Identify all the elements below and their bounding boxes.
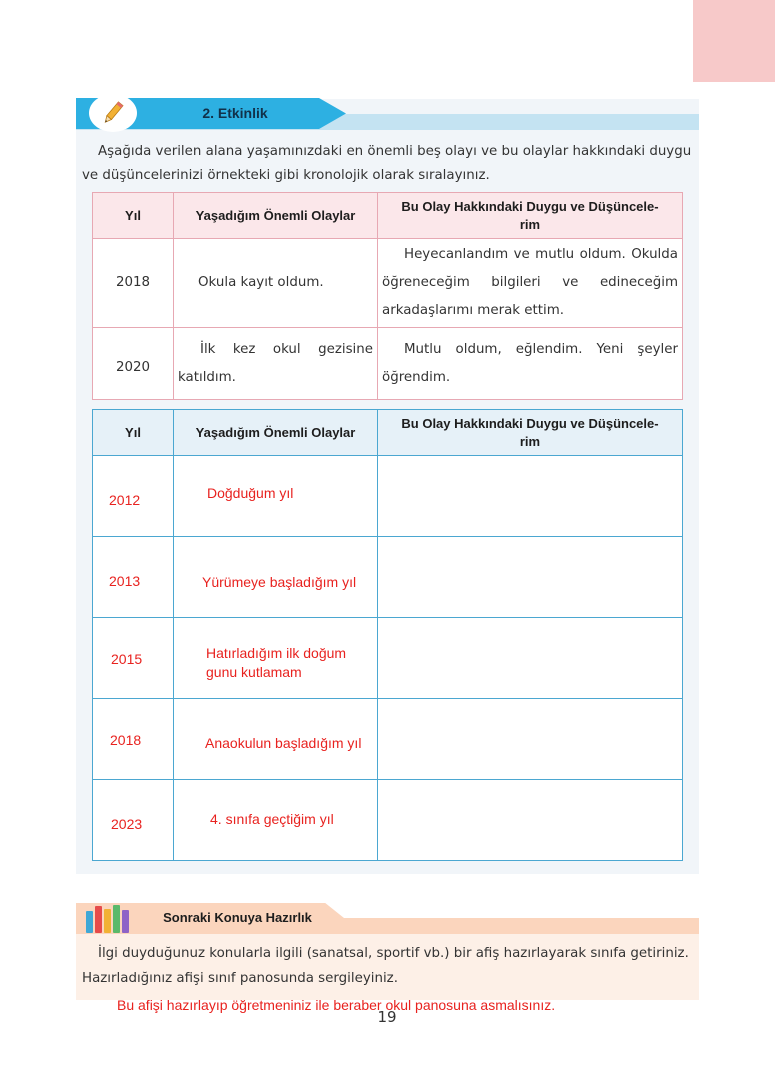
answer-row-3-feeling[interactable] [378, 618, 683, 699]
answer-header-year: Yıl [93, 410, 174, 456]
example-table [92, 192, 683, 400]
answer-row-2-event-cell[interactable] [174, 537, 378, 618]
answer-row-2-year-cell[interactable] [93, 537, 174, 618]
example-row-2-event [174, 328, 378, 400]
example-row-1-feeling-text: Heyecanlandım ve mutlu oldum. Okulda öğreneceğim bilgileri ve edineceğim arkadaşlarımı merak ettim. [382, 247, 678, 318]
answer-row-1-feeling[interactable] [378, 456, 683, 537]
answer-row-5-event: 4. sınıfa geçtiğim yıl [210, 811, 334, 827]
example-row-1-year: 2018 [93, 239, 174, 328]
example-row-2-year: 2020 [93, 328, 174, 400]
answer-row-5-feeling[interactable] [378, 780, 683, 861]
next-topic-title: Sonraki Konuya Hazırlık [163, 910, 312, 925]
answer-row-4-event: Anaokulun başladığım yıl [205, 735, 362, 751]
activity-title: 2. Etkinlik [202, 105, 268, 121]
example-header-feelings-line1: Bu Olay Hakkındaki Duygu ve Düşüncele- [401, 198, 659, 214]
answer-header-events: Yaşadığım Önemli Olaylar [174, 410, 378, 456]
pencil-icon [89, 94, 137, 132]
answer-row-3-event: Hatırladığım ilk doğum gunu kutlamam [206, 645, 347, 680]
answer-row-2-event: Yürümeye başladığım yıl [202, 574, 357, 590]
page-number: 19 [377, 1008, 397, 1026]
next-topic-text: İlgi duyduğunuz konularla ilgili (sanatsal, sportif vb.) bir afiş hazırlayarak sınıfa getiriniz. Hazırladığınız afişi sınıf panosunda sergileyiniz. [82, 946, 689, 986]
activity-instructions: Aşağıda verilen alana yaşamınızdaki en önemli beş olayı ve bu olaylar hakkındaki duygu ve düşüncelerinizi örnekteki gibi kronolojik olarak sıralayınız. [82, 144, 692, 183]
corner-tab [693, 0, 775, 82]
example-header-feelings [378, 193, 683, 239]
handwritten-note: Bu afişi hazırlayıp öğretmeniniz ile beraber okul panosuna asmalısınız. [117, 997, 556, 1013]
answer-row-4-event-cell[interactable] [174, 699, 378, 780]
answer-header-feelings [378, 410, 683, 456]
example-row-1-event: Okula kayıt oldum. [174, 239, 378, 328]
answer-row-5-year-cell[interactable] [93, 780, 174, 861]
answer-row-3-event-cell[interactable] [174, 618, 378, 699]
answer-row-4-feeling[interactable] [378, 699, 683, 780]
example-row-2-feeling-text: Mutlu oldum, eğlendim. Yeni şeyler öğrendim. [382, 341, 678, 385]
answer-table [92, 409, 683, 861]
answer-row-5-event-cell[interactable] [174, 780, 378, 861]
answer-row-1-event-cell[interactable] [174, 456, 378, 537]
answer-row-3-year-cell[interactable] [93, 618, 174, 699]
answer-row-5-year: 2023 [111, 816, 143, 832]
books-icon [86, 903, 136, 933]
example-header-year: Yıl [93, 193, 174, 239]
answer-row-1-year-cell[interactable] [93, 456, 174, 537]
example-row-1-feeling [378, 239, 683, 328]
example-header-feelings-line2: rim [519, 216, 541, 232]
answer-header-feelings-line2: rim [519, 433, 541, 449]
answer-row-4-year-cell[interactable] [93, 699, 174, 780]
answer-row-1-event: Doğduğum yıl [207, 485, 294, 501]
answer-row-1-year: 2012 [109, 492, 141, 508]
answer-row-4-year: 2018 [110, 732, 142, 748]
example-row-2-event-text: İlk kez okul gezisine katıldım. [178, 341, 373, 385]
answer-row-3-year: 2015 [111, 651, 143, 667]
example-header-events: Yaşadığım Önemli Olaylar [174, 193, 378, 239]
answer-row-2-year: 2013 [109, 573, 141, 589]
example-row-2-feeling [378, 328, 683, 400]
answer-header-feelings-line1: Bu Olay Hakkındaki Duygu ve Düşüncele- [401, 415, 659, 431]
answer-row-2-feeling[interactable] [378, 537, 683, 618]
